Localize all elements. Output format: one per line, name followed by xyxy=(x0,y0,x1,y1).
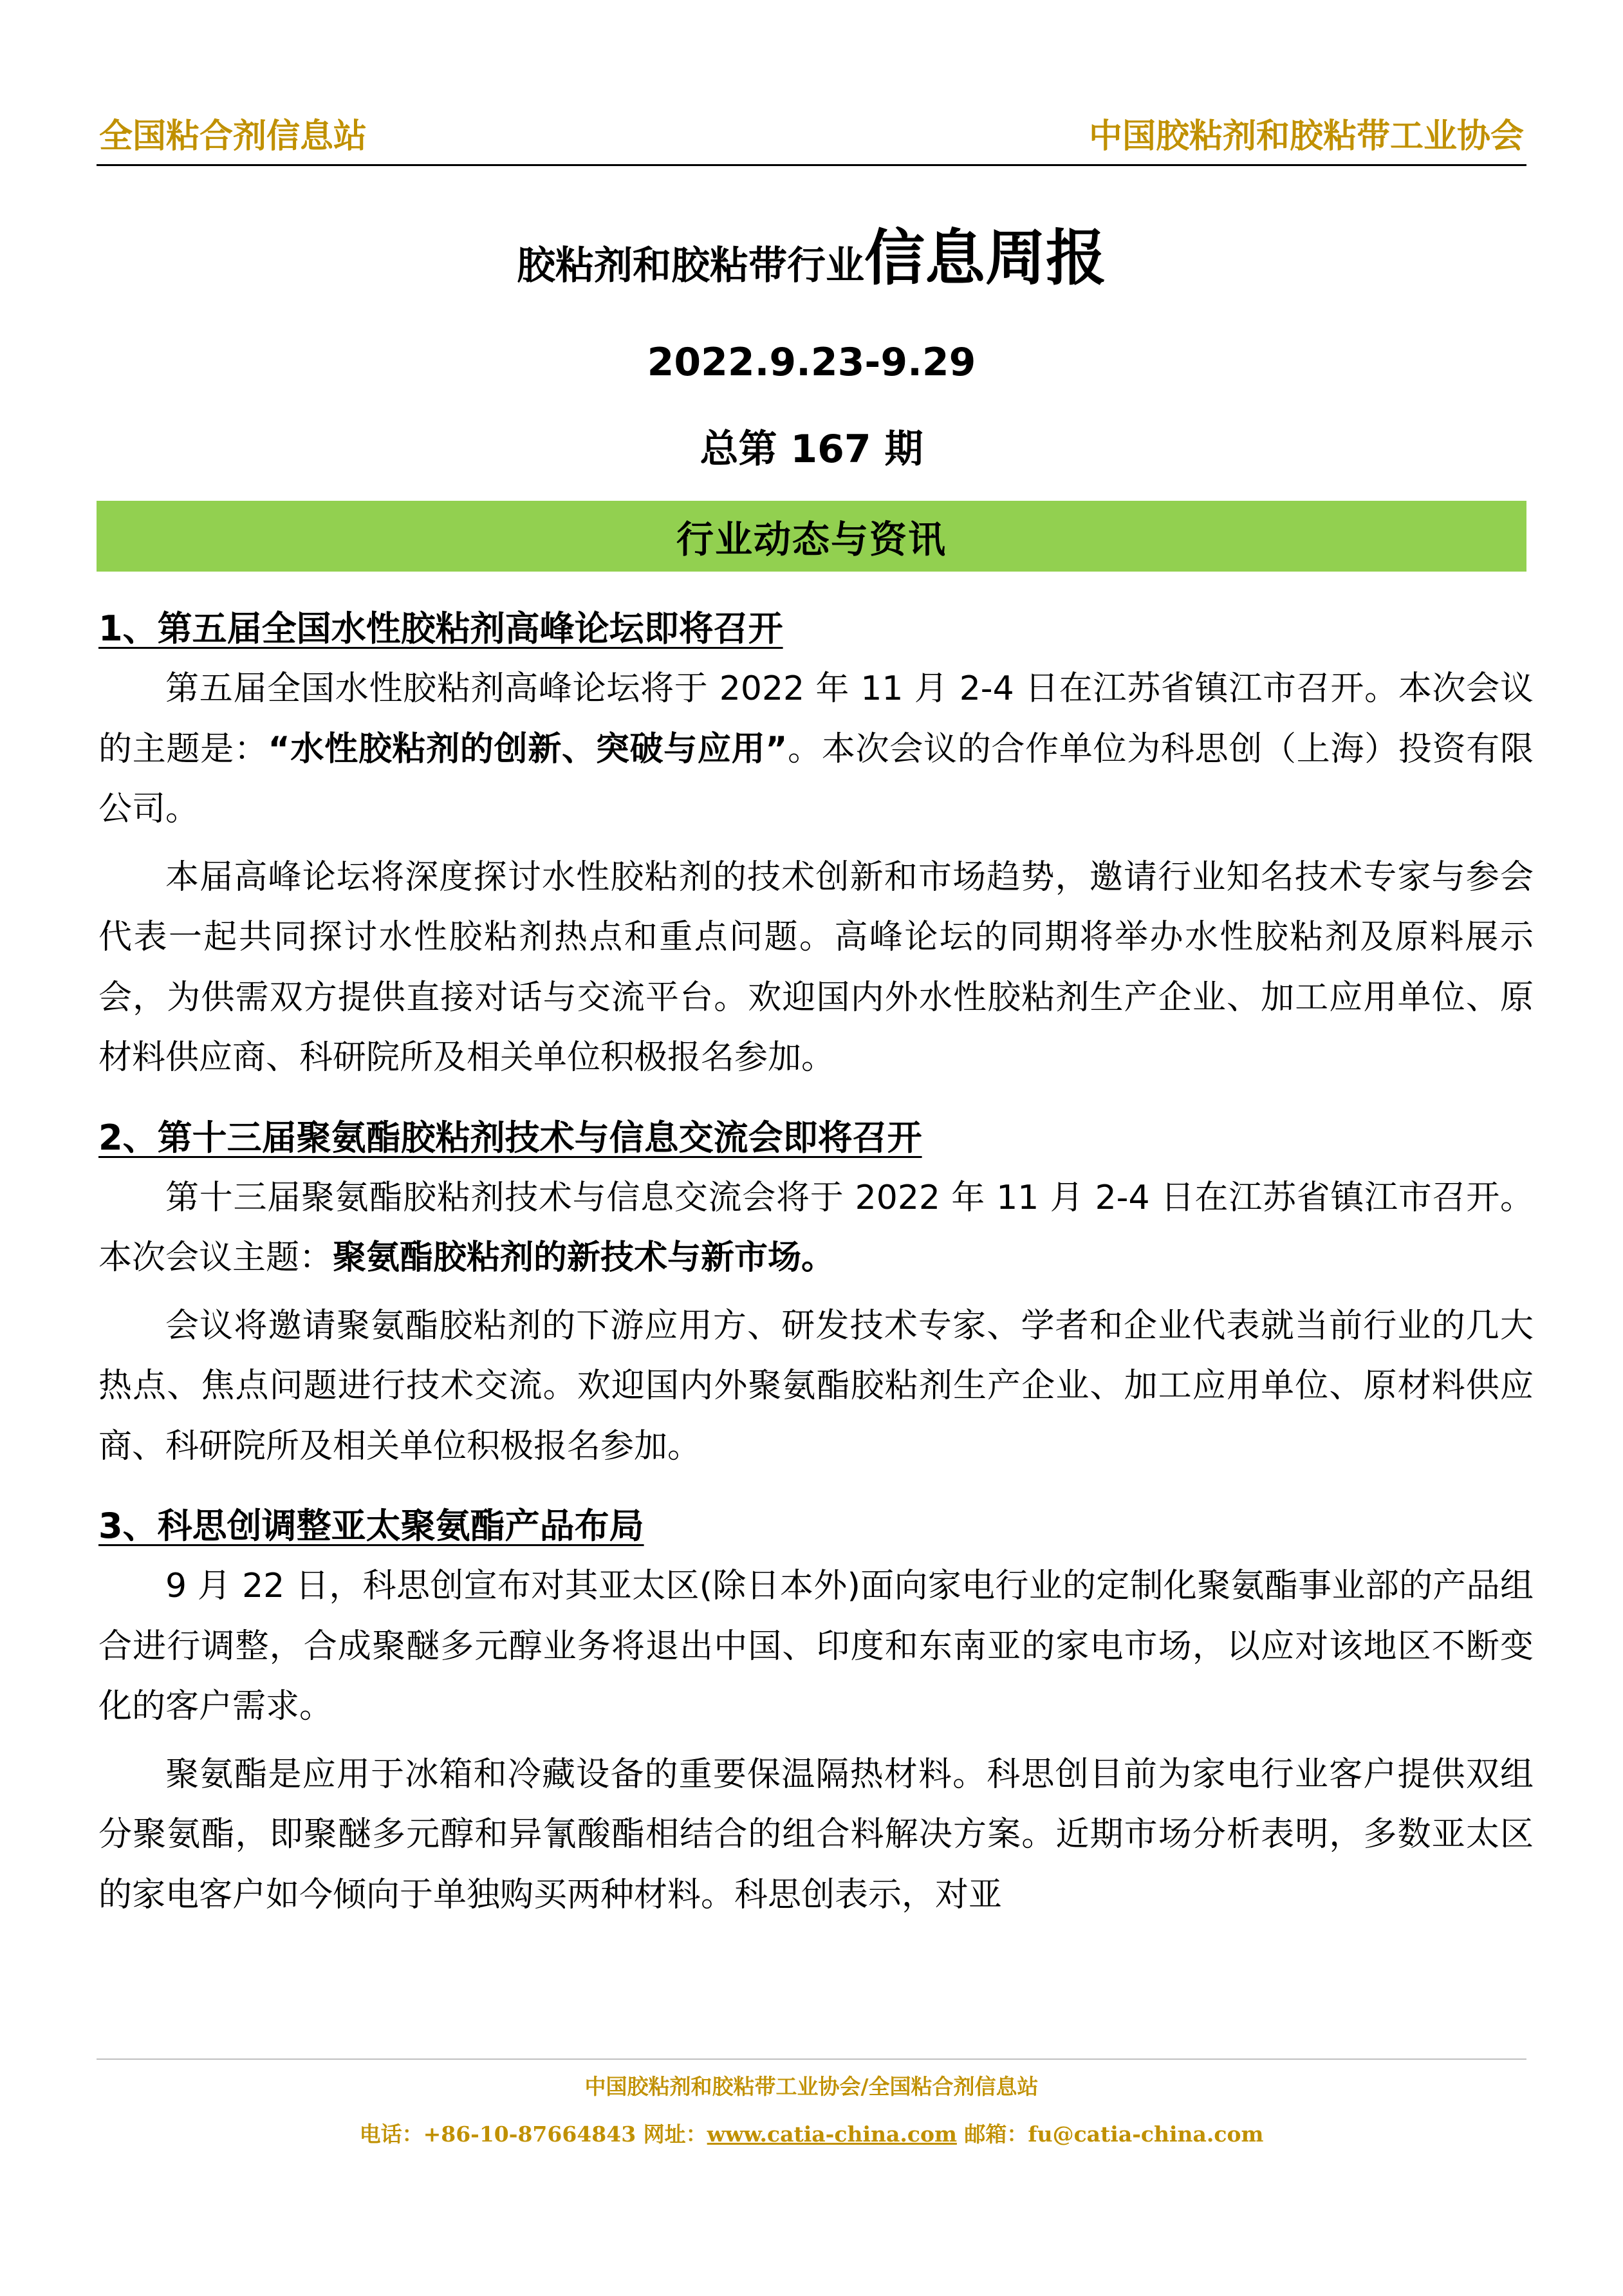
page-header xyxy=(97,115,1526,166)
header-left-text: 全国粘合剂信息站 xyxy=(99,117,367,156)
title-main: 信息周报 xyxy=(864,223,1106,294)
article-paragraph xyxy=(98,659,1534,840)
article-title: 1、第五届全国水性胶粘剂高峰论坛即将召开 xyxy=(98,608,783,649)
article-paragraph: 会议将邀请聚氨酯胶粘剂的下游应用方、研发技术专家、学者和企业代表就当前行业的几大热点、焦点问题进行技术交流。欢迎国内外聚氨酯胶粘剂生产企业、加工应用单位、原材料供应商、科研院所及相关单位积极报名参加。 xyxy=(98,1306,1534,1466)
issue-number: 总第 167 期 xyxy=(700,427,923,472)
article-3 xyxy=(98,1496,1534,1925)
article-paragraph: 9 月 22 日，科思创宣布对其亚太区(除日本外)面向家电行业的定制化聚氨酯事业部的产品组合进行调整，合成聚醚多元醇业务将退出中国、印度和东南亚的家电市场，以应对该地区不断变化的客户需求。 xyxy=(98,1567,1534,1726)
footer-rule xyxy=(97,2058,1526,2060)
date-range: 2022.9.23-9.29 xyxy=(647,340,976,385)
article-title: 2、第十三届聚氨酯胶粘剂技术与信息交流会即将召开 xyxy=(98,1117,922,1158)
article-paragraph xyxy=(98,1168,1534,1289)
paragraph-text: 第十三届聚氨酯胶粘剂技术与信息交流会将于 2022 年 11 月 2-4 日在江苏省镇江市召开。本次会议主题： xyxy=(98,1178,1534,1277)
article-1 xyxy=(98,599,1534,1088)
section-band: 行业动态与资讯 xyxy=(97,501,1526,572)
title-prefix: 胶粘剂和胶粘带行业 xyxy=(516,243,864,288)
footer-email: 邮箱：fu@catia-china.com xyxy=(956,2122,1264,2147)
article-paragraph: 本届高峰论坛将深度探讨水性胶粘剂的技术创新和市场趋势，邀请行业知名技术专家与参会代表一起共同探讨水性胶粘剂热点和重点问题。高峰论坛的同期将举办水性胶粘剂及原料展示会，为供需双方提供直接对话与交流平台。欢迎国内外水性胶粘剂生产企业、加工应用单位、原材料供应商、科研院所及相关单位积极报名参加。 xyxy=(98,857,1534,1077)
header-right-text: 中国胶粘剂和胶粘带工业协会 xyxy=(1088,117,1524,156)
paragraph-text: 第五届全国水性胶粘剂高峰论坛将于 2022 年 11 月 2-4 日在江苏省镇江市召开。本次会议的主题是： xyxy=(98,669,1534,769)
article-paragraph: 聚氨酯是应用于冰箱和冷藏设备的重要保温隔热材料。科思创目前为家电行业客户提供双组分聚氨酯，即聚醚多元醇和异氰酸酯相结合的组合料解决方案。近期市场分析表明，多数亚太区的家电客户如今倾向于单独购买两种材料。科思创表示，对亚 xyxy=(98,1755,1534,1914)
article-title: 3、科思创调整亚太聚氨酯产品布局 xyxy=(98,1506,644,1546)
footer-organization: 中国胶粘剂和胶粘带工业协会/全国粘合剂信息站 xyxy=(584,2074,1039,2099)
article-list xyxy=(98,599,1534,1945)
document-title xyxy=(0,209,1623,296)
paragraph-bold-text: “水性胶粘剂的创新、突破与应用” xyxy=(268,729,788,769)
article-2 xyxy=(98,1108,1534,1477)
footer-phone: 电话：+86-10-87664843 网址： xyxy=(359,2122,707,2147)
header-rule xyxy=(97,164,1526,166)
footer-website-link[interactable]: www.catia-china.com xyxy=(707,2122,957,2147)
paragraph-bold-text: 聚氨酯胶粘剂的新技术与新市场。 xyxy=(333,1238,835,1277)
paragraph-text: 。本次会议的合作单位为科思创（上海）投资有限公司。 xyxy=(98,729,1534,828)
footer-contact xyxy=(0,2118,1623,2148)
